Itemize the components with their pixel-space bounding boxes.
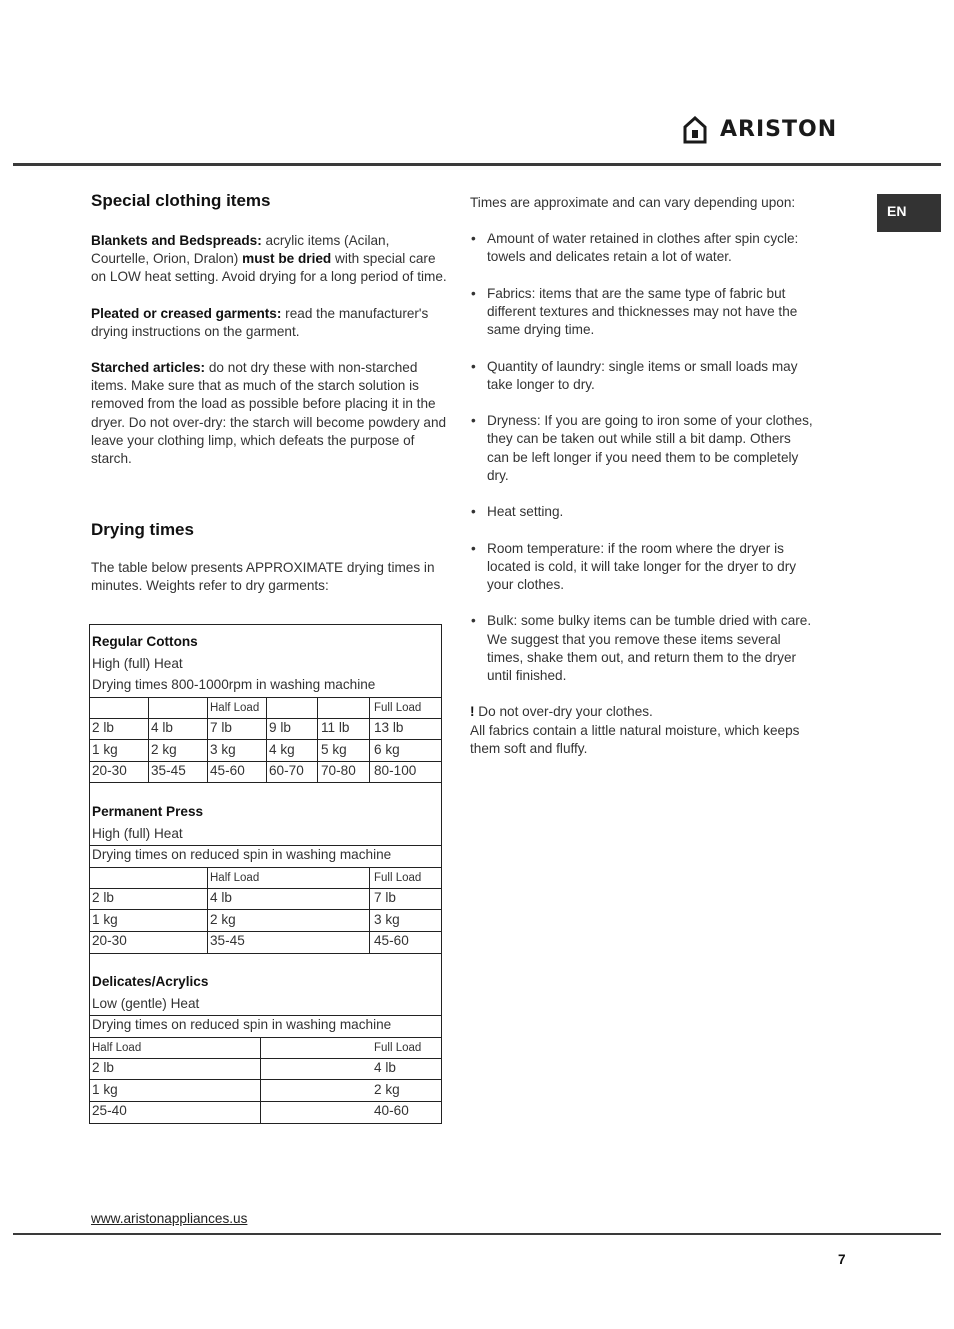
permanent-full-load-label: Full Load — [374, 872, 422, 884]
table-cell: 7 lb — [210, 720, 232, 735]
delicates-spin: Drying times on reduced spin in washing machine — [92, 1017, 392, 1032]
table-cell: 2 kg — [374, 1082, 400, 1097]
table-cell: 4 lb — [210, 890, 232, 905]
drying-times-table — [89, 624, 442, 1124]
house-logo-icon — [683, 116, 707, 144]
table-cell: 35-45 — [151, 763, 186, 778]
table-cell: 2 lb — [92, 720, 114, 735]
table-cell: 35-45 — [210, 933, 245, 948]
table-cell: 7 lb — [374, 890, 396, 905]
starched-paragraph — [91, 359, 449, 468]
table-cell: 1 kg — [92, 912, 118, 927]
table-cell: 6 kg — [374, 742, 400, 757]
table-cell: 45-60 — [374, 933, 409, 948]
factor-list-item: • Bulk: some bulky items can be tumble dried with care. We suggest that you remove these items several times, shake them out, and return them to the dryer until finished. — [470, 612, 815, 685]
warning-icon: ! — [470, 704, 475, 720]
factor-list-item: • Fabrics: items that are the same type of fabric but different textures and thicknesses may not have the same drying time. — [470, 285, 815, 340]
delicates-title: Delicates/Acrylics — [92, 974, 209, 989]
table-cell: 2 lb — [92, 890, 114, 905]
special-items-heading: Special clothing items — [91, 191, 271, 210]
blankets-label: Blankets and Bedspreads: — [91, 233, 262, 248]
table-cell: 45-60 — [210, 763, 245, 778]
permanent-half-load-label: Half Load — [210, 872, 260, 884]
table-cell: 20-30 — [92, 933, 127, 948]
page-number: 7 — [838, 1252, 846, 1267]
permanent-heat: High (full) Heat — [92, 826, 183, 841]
table-cell: 2 lb — [92, 1060, 114, 1075]
delicates-half-load-label: Half Load — [92, 1042, 142, 1054]
variation-intro: Times are approximate and can vary depending upon: — [470, 195, 796, 210]
blankets-text: acrylic items (Acilan, Courtelle, Orion, Dralon) — [91, 233, 390, 267]
moisture-note: All fabrics contain a little natural moisture, which keeps them soft and fluffy. — [470, 722, 800, 756]
table-cell: 13 lb — [374, 720, 404, 735]
left-column — [91, 190, 449, 596]
table-cell: 2 kg — [210, 912, 236, 927]
table-cell: 70-80 — [321, 763, 356, 778]
table-cell: 1 kg — [92, 742, 118, 757]
factor-list-item: • Dryness: If you are going to iron some of your clothes, they can be taken out while still a bit damp. Others can be left longer if you need them to be completely dry. — [470, 412, 815, 485]
table-cell: 80-100 — [374, 763, 417, 778]
regular-spin: Drying times 800-1000rpm in washing machine — [92, 677, 376, 692]
starched-label: Starched articles: — [91, 360, 206, 376]
pleated-label: Pleated or creased garments: — [91, 305, 282, 321]
table-cell: 9 lb — [269, 720, 291, 735]
table-cell: 4 kg — [269, 742, 295, 757]
regular-half-load-label: Half Load — [210, 702, 260, 714]
table-cell: 25-40 — [92, 1103, 127, 1118]
table-cell: 20-30 — [92, 763, 127, 778]
blankets-paragraph — [91, 232, 449, 287]
factor-list-item: • Quantity of laundry: single items or small loads may take longer to dry. — [470, 358, 815, 394]
drying-intro: The table below presents APPROXIMATE drying times in minutes. Weights refer to dry garments: — [91, 560, 435, 594]
table-cell: 4 lb — [374, 1060, 396, 1075]
website-link[interactable]: www.aristonappliances.us — [91, 1211, 248, 1226]
table-cell: 3 kg — [374, 912, 400, 927]
header-divider — [13, 163, 941, 166]
drying-times-heading: Drying times — [91, 520, 194, 540]
factor-list-item: • Room temperature: if the room where the dryer is located is cold, it will take longer for the dryer to dry your clothes. — [470, 540, 815, 595]
blankets-text-end: with special care on LOW heat setting. Avoid drying for a long period of time. — [91, 251, 447, 285]
language-tab: EN — [877, 194, 941, 232]
starched-text: do not dry these with non-starched items. Make sure that as much of the starch solution is removed from the load as possible before placing it in the dryer. Do not over-dry: the starch will become powdery and leave your clothing limp, which defeats the purpose of starch. — [91, 360, 447, 467]
table-cell: 4 lb — [151, 720, 173, 735]
pleated-paragraph — [91, 305, 449, 341]
delicates-heat: Low (gentle) Heat — [92, 996, 200, 1011]
regular-heat: High (full) Heat — [92, 656, 183, 671]
regular-full-load-label: Full Load — [374, 702, 422, 714]
warning-text: Do not over-dry your clothes. — [474, 704, 653, 720]
table-cell: 5 kg — [321, 742, 347, 757]
delicates-full-load-label: Full Load — [374, 1042, 422, 1054]
table-cell: 2 kg — [151, 742, 177, 757]
table-cell: 40-60 — [374, 1103, 409, 1118]
factors-list — [470, 230, 815, 685]
permanent-spin: Drying times on reduced spin in washing machine — [92, 847, 392, 862]
brand-logo — [683, 116, 837, 144]
table-cell: 60-70 — [269, 763, 304, 778]
table-cell: 1 kg — [92, 1082, 118, 1097]
table-cell: 11 lb — [321, 720, 350, 735]
blankets-emphasis: must be dried — [242, 251, 332, 267]
factor-list-item: • Heat setting. — [470, 503, 815, 521]
brand-name: ARISTON — [720, 117, 838, 142]
footer-divider — [13, 1233, 941, 1235]
table-cell: 3 kg — [210, 742, 236, 757]
factor-list-item: • Amount of water retained in clothes after spin cycle: towels and delicates retain a lot of water. — [470, 230, 815, 266]
warning-line — [470, 703, 815, 721]
permanent-title: Permanent Press — [92, 804, 204, 819]
pleated-text: read the manufacturer's drying instructions on the garment. — [91, 305, 429, 339]
right-column — [470, 194, 815, 758]
regular-title: Regular Cottons — [92, 634, 198, 649]
